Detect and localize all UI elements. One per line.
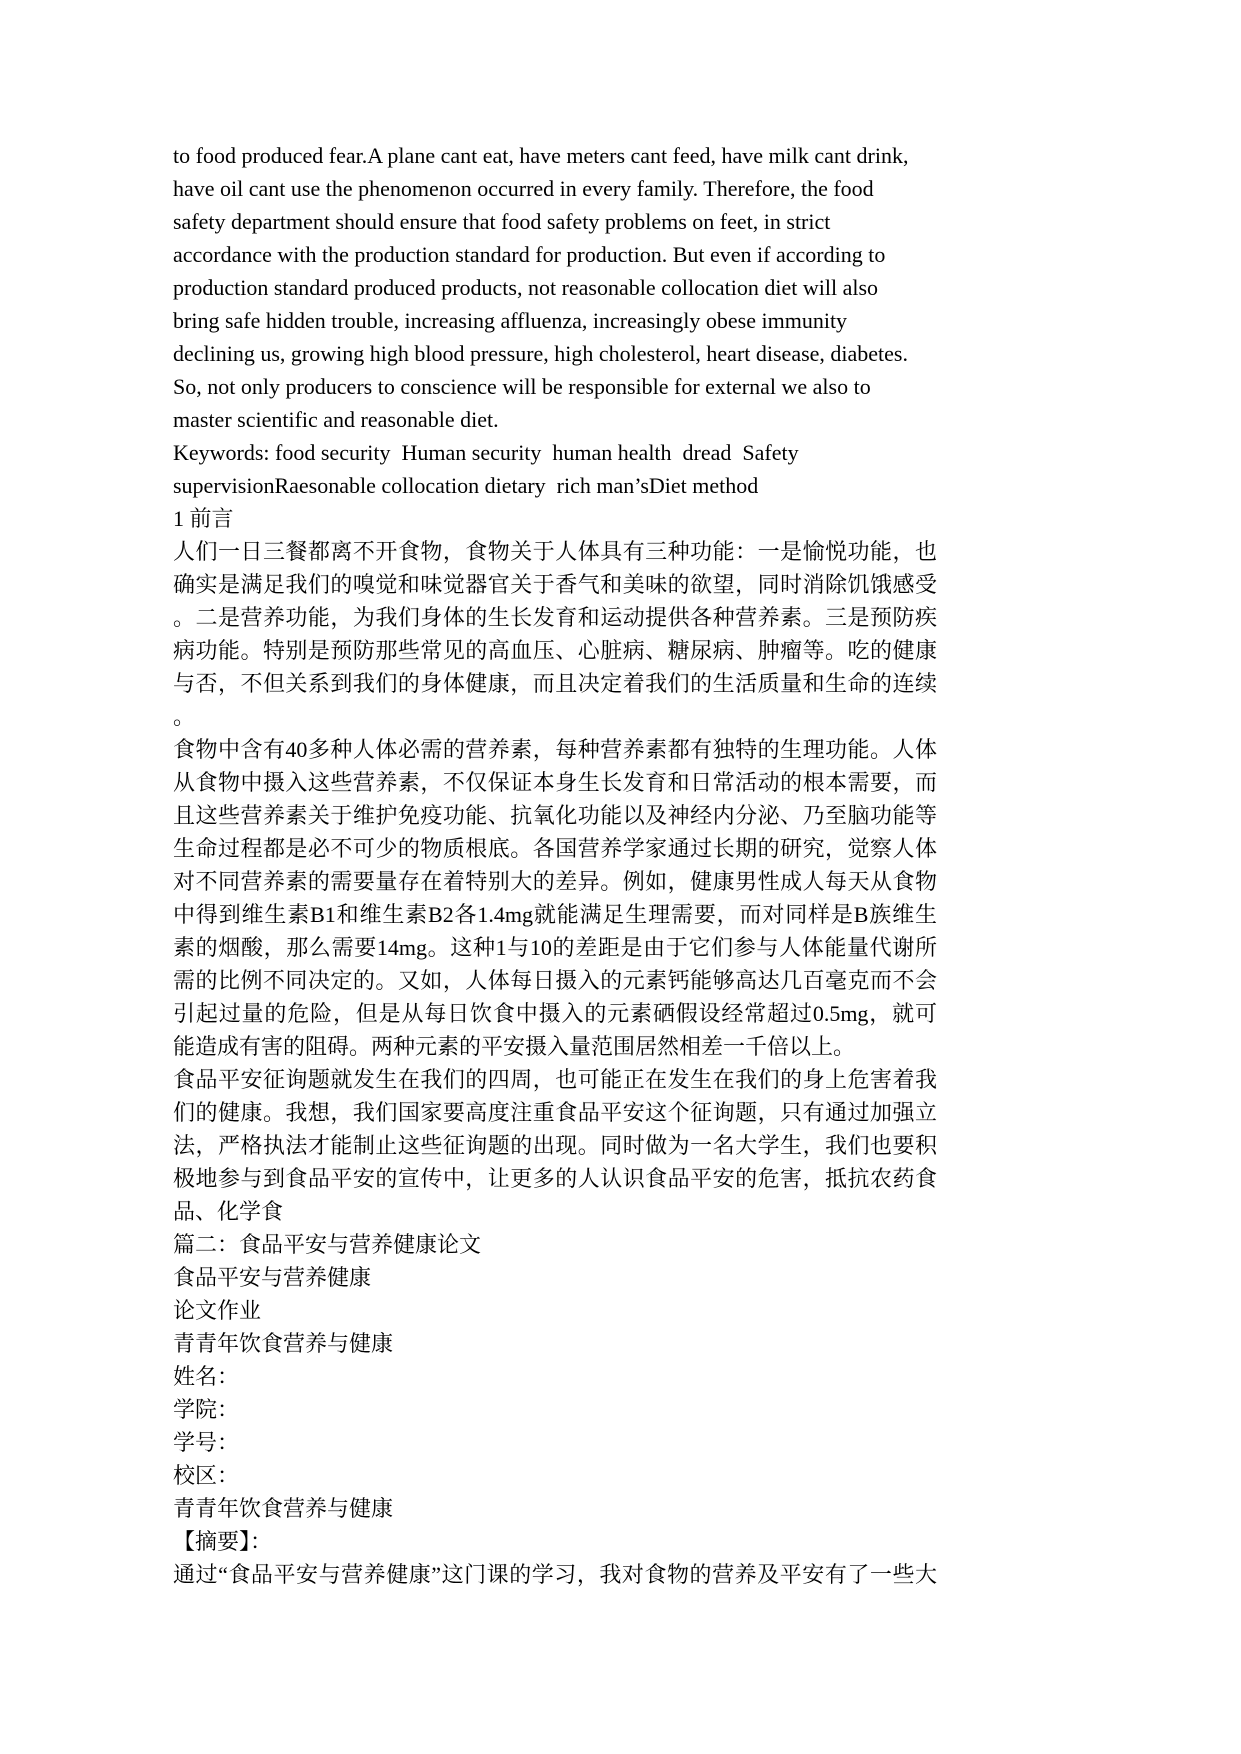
text-line: So, not only producers to conscience will be responsible for external we also to: [173, 374, 871, 399]
text-line: 。: [173, 704, 196, 729]
text-line: production standard produced products, not reasonable collocation diet will also: [173, 275, 879, 300]
text-line: declining us, growing high blood pressure, high cholesterol, heart disease, diabetes.: [173, 341, 908, 366]
text-line: 【摘要】：: [173, 1529, 273, 1554]
text-line: 从食物中摄入这些营养素，不仅保证本身生长发育和日常活动的根本需要，而: [173, 770, 937, 795]
text-line: 青青年饮食营养与健康: [173, 1496, 394, 1521]
text-line: 学院：: [173, 1397, 240, 1422]
text-line: 校区：: [173, 1463, 240, 1488]
text-line: 论文作业: [173, 1298, 262, 1323]
text-line: 食品平安征询题就发生在我们的四周，也可能正在发生在我们的身上危害着我: [173, 1067, 937, 1092]
text-line: 中得到维生素B1和维生素B2各1.4mg就能满足生理需要，而对同样是B族维生: [173, 902, 937, 927]
text-line: 极地参与到食品平安的宣传中，让更多的人认识食品平安的危害，抵抗农药食: [173, 1166, 937, 1191]
text-line: 篇二：食品平安与营养健康论文: [173, 1232, 482, 1257]
text-line: 青青年饮食营养与健康: [173, 1331, 394, 1356]
text-line: 品、化学食: [173, 1199, 284, 1224]
text-line: to food produced fear.A plane cant eat, have meters cant feed, have milk cant drink,: [173, 143, 909, 168]
text-line: 素的烟酸，那么需要14mg。这种1与10的差距是由于它们参与人体能量代谢所: [173, 935, 937, 960]
text-line: 法，严格执法才能制止这些征询题的出现。同时做为一名大学生，我们也要积: [173, 1133, 937, 1158]
text-line: bring safe hidden trouble, increasing affluenza, increasingly obese immunity: [173, 308, 848, 333]
text-line: 生命过程都是必不可少的物质根底。各国营养学家通过长期的研究，觉察人体: [173, 836, 937, 861]
text-line: supervisionRaesonable collocation dietary rich man’sDiet method: [173, 473, 759, 498]
text-line: accordance with the production standard for production. But even if according to: [173, 242, 886, 267]
text-line: 能造成有害的阻碍。两种元素的平安摄入量范围居然相差一千倍以上。: [173, 1034, 856, 1059]
text-line: 姓名：: [173, 1364, 240, 1389]
text-line: 与否，不但关系到我们的身体健康，而且决定着我们的生活质量和生命的连续: [173, 671, 937, 696]
text-line: 且这些营养素关于维护免疫功能、抗氧化功能以及神经内分泌、乃至脑功能等: [173, 803, 937, 828]
text-line: 食品平安与营养健康: [173, 1265, 372, 1290]
text-line: 确实是满足我们的嗅觉和味觉器官关于香气和美味的欲望，同时消除饥饿感受: [173, 572, 937, 597]
text-line: 通过“食品平安与营养健康”这门课的学习，我对食物的营养及平安有了一些大: [173, 1562, 937, 1587]
text-line: master scientific and reasonable diet.: [173, 407, 499, 432]
text-line: 引起过量的危险，但是从每日饮食中摄入的元素硒假设经常超过0.5mg，就可: [173, 1001, 937, 1026]
text-line: 对不同营养素的需要量存在着特别大的差异。例如，健康男性成人每天从食物: [173, 869, 937, 894]
text-line: have oil cant use the phenomenon occurred in every family. Therefore, the food: [173, 176, 874, 201]
text-line: 需的比例不同决定的。又如，人体每日摄入的元素钙能够高达几百毫克而不会: [173, 968, 937, 993]
document-text-block: [173, 139, 937, 1591]
text-line: Keywords: food security Human security human health dread Safety: [173, 440, 799, 465]
text-line: 1 前言: [173, 506, 234, 531]
text-line: safety department should ensure that food safety problems on feet, in strict: [173, 209, 831, 234]
text-line: 们的健康。我想，我们国家要高度注重食品平安这个征询题，只有通过加强立: [173, 1100, 937, 1125]
text-line: 食物中含有40多种人体必需的营养素，每种营养素都有独特的生理功能。人体: [173, 737, 937, 762]
text-line: 。二是营养功能，为我们身体的生长发育和运动提供各种营养素。三是预防疾: [173, 605, 937, 630]
text-line: 病功能。特别是预防那些常见的高血压、心脏病、糖尿病、肿瘤等。吃的健康: [173, 638, 937, 663]
text-line: 人们一日三餐都离不开食物，食物关于人体具有三种功能：一是愉悦功能，也: [173, 539, 937, 564]
text-line: 学号：: [173, 1430, 240, 1455]
